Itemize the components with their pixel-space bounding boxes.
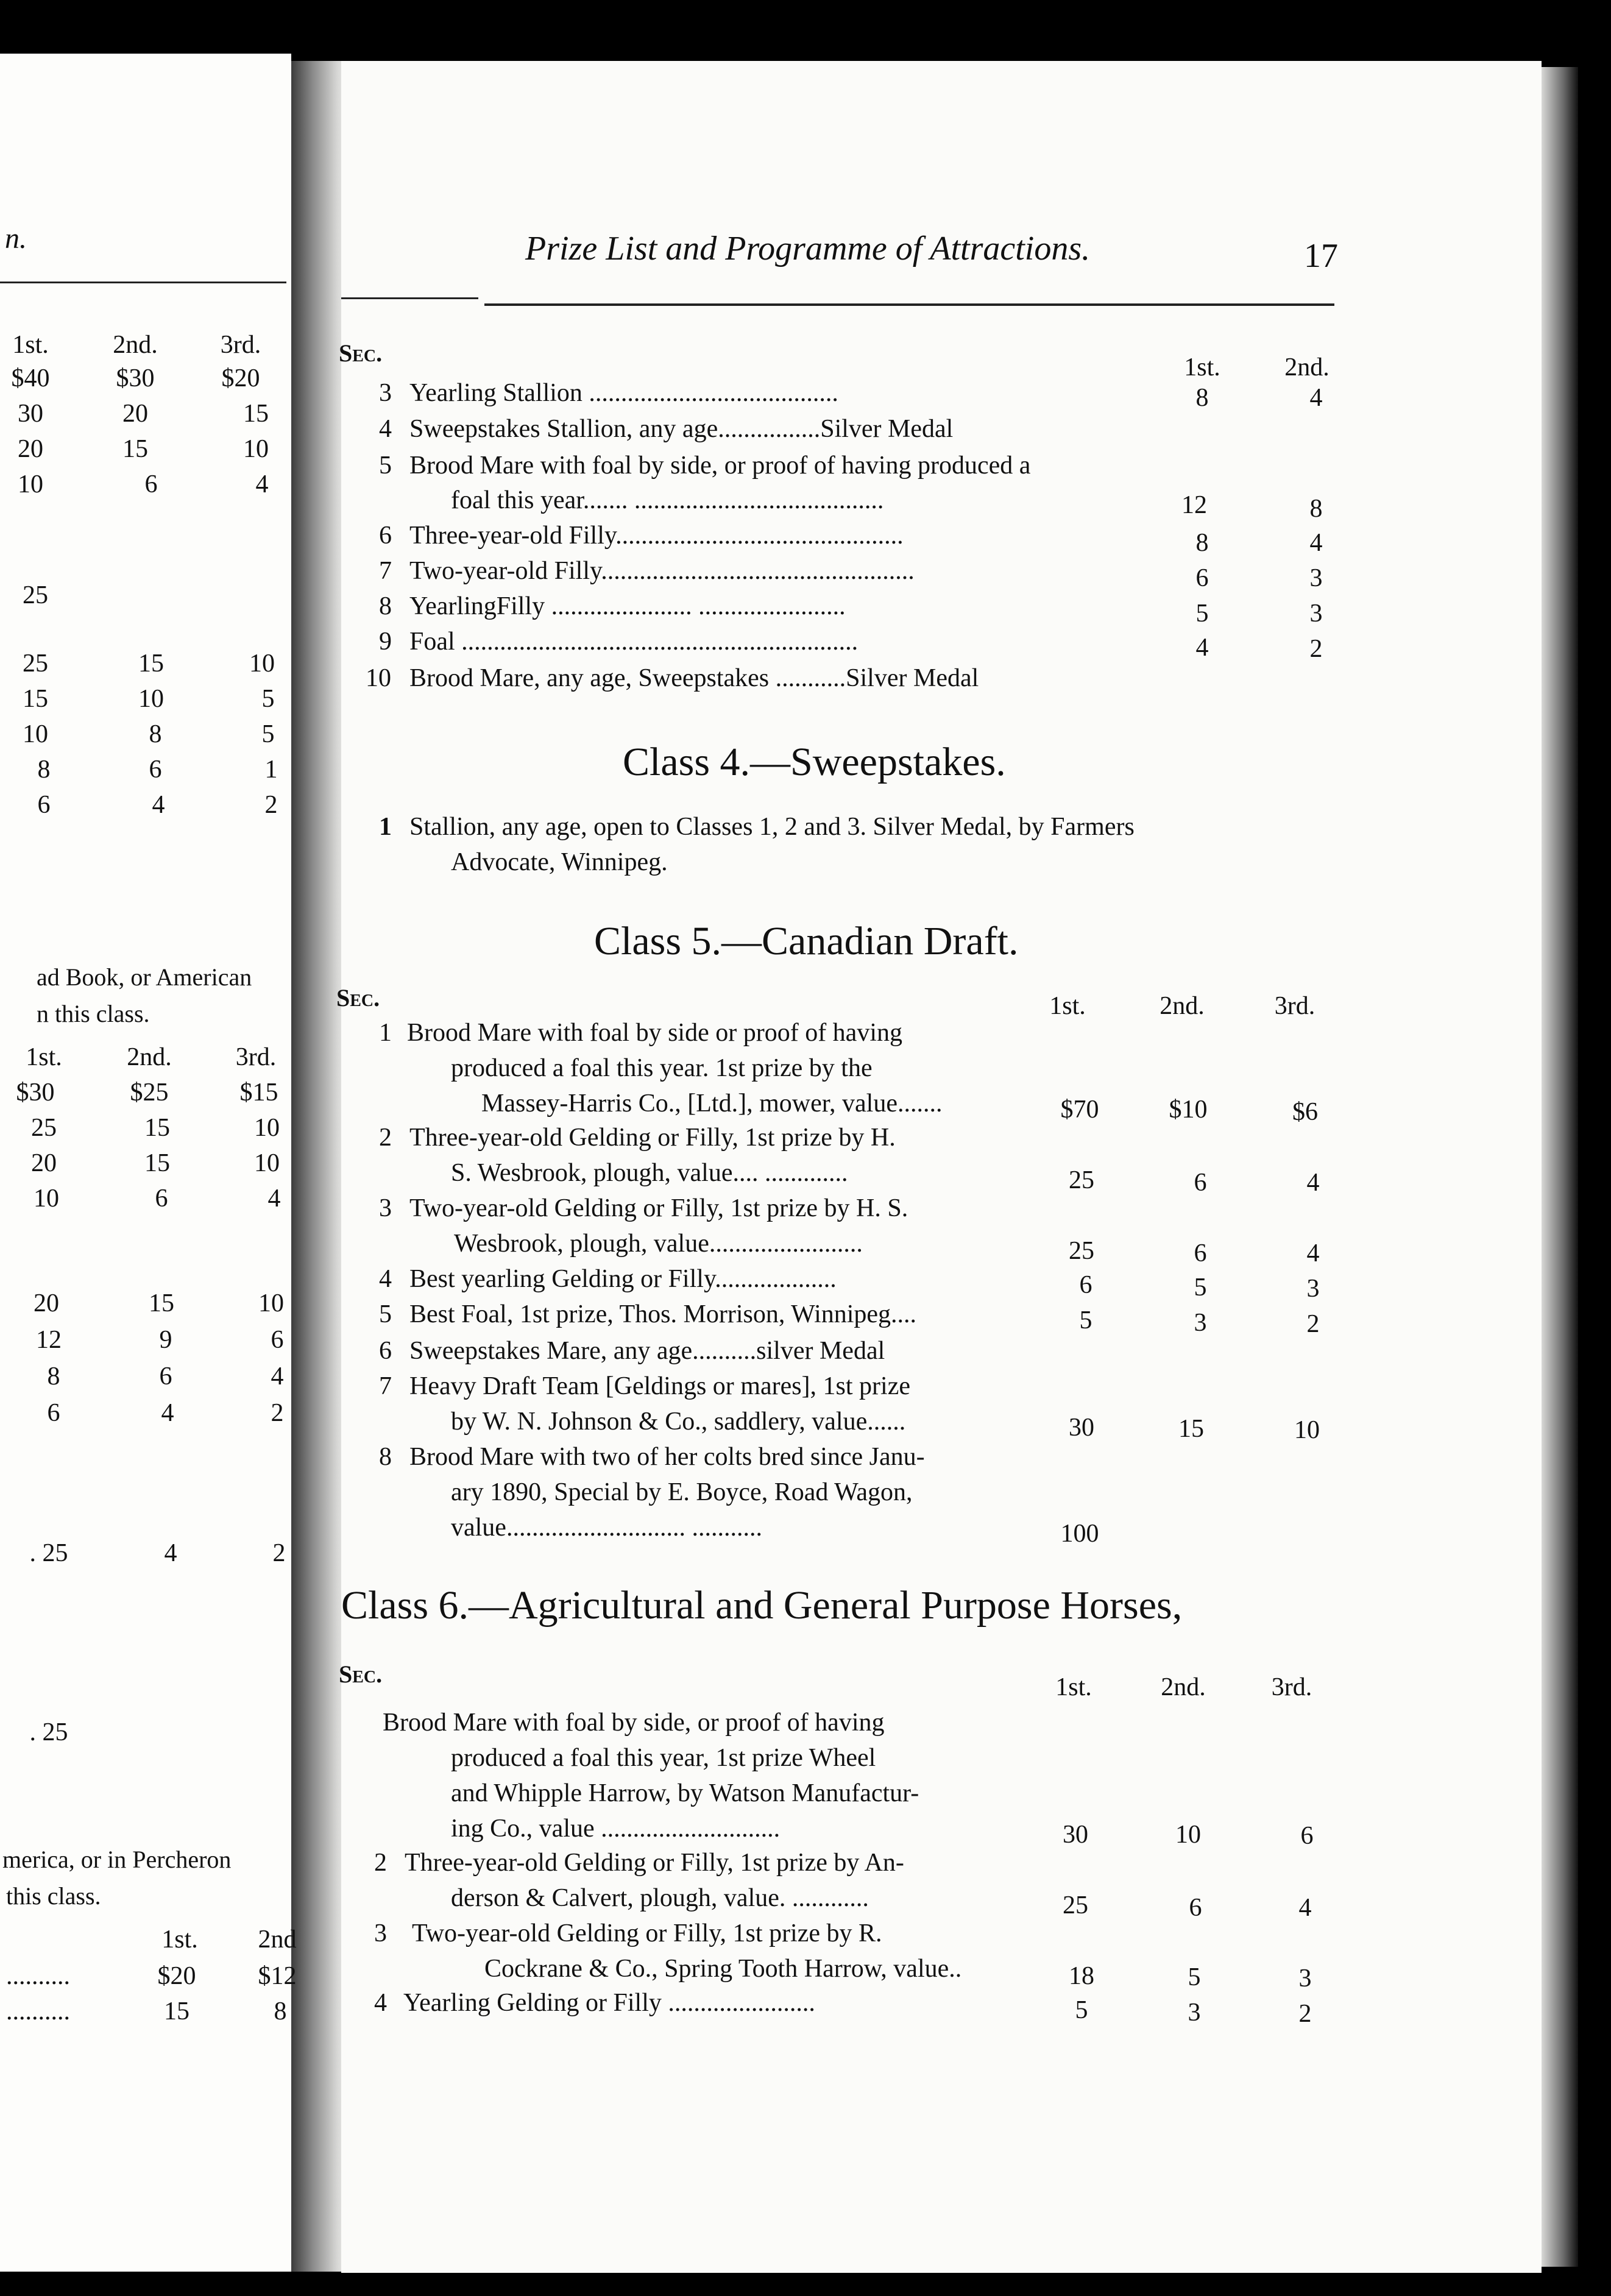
row-number: 7 bbox=[379, 1372, 392, 1400]
row-text: Best Foal, 1st prize, Thos. Morrison, Winnipeg.... bbox=[409, 1300, 917, 1328]
cell: 15 bbox=[149, 1289, 174, 1317]
class-6-title: Class 6.—Agricultural and General Purpose Horses, bbox=[341, 1583, 1183, 1628]
col-header-1st: 1st. bbox=[161, 1926, 198, 1954]
cell: 15 bbox=[1178, 1415, 1204, 1443]
col-header-1st: 1st. bbox=[1055, 1673, 1092, 1701]
cell: 6 bbox=[1189, 1894, 1202, 1922]
dot-leader: .......... bbox=[6, 1997, 70, 2025]
row-text: S. Wesbrook, plough, value.... ............. bbox=[451, 1159, 848, 1187]
row-text: YearlingFilly ...................... ....................... bbox=[409, 592, 846, 620]
cell: 8 bbox=[47, 1362, 60, 1391]
cell: 4 bbox=[1309, 529, 1323, 557]
cell: 8 bbox=[274, 1997, 287, 2025]
cell: 6 bbox=[1079, 1271, 1092, 1299]
cell: 2 bbox=[271, 1399, 284, 1427]
cell: 4 bbox=[267, 1185, 281, 1213]
cell: 10 bbox=[243, 435, 269, 463]
cell: 8 bbox=[1195, 529, 1209, 557]
cell: 10 bbox=[258, 1289, 284, 1317]
row-number: 3 bbox=[374, 1919, 387, 1947]
left-note-line: merica, or in Percheron bbox=[2, 1846, 232, 1873]
cell: 6 bbox=[149, 756, 162, 784]
row-text: Heavy Draft Team [Geldings or mares], 1st prize bbox=[409, 1372, 910, 1400]
row-number: 4 bbox=[379, 1265, 392, 1293]
cell: 2 bbox=[264, 791, 278, 819]
cell: 25 bbox=[31, 1114, 57, 1142]
row-text: ing Co., value ............................ bbox=[451, 1815, 781, 1843]
cell: 6 bbox=[47, 1399, 60, 1427]
col-header-3rd: 3rd. bbox=[1271, 1673, 1312, 1701]
row-number: 8 bbox=[379, 1443, 392, 1471]
cell: $20 bbox=[221, 364, 260, 392]
cell: 25 bbox=[1069, 1237, 1094, 1265]
row-text: Three-year-old Gelding or Filly, 1st prize by H. bbox=[409, 1124, 896, 1152]
cell: 10 bbox=[1294, 1416, 1320, 1444]
cell: 25 bbox=[1063, 1891, 1088, 1919]
row-text: Three-year-old Filly............................................. bbox=[409, 522, 904, 550]
cell: 10 bbox=[23, 720, 48, 748]
cell: 10 bbox=[18, 470, 43, 498]
class-5-title: Class 5.—Canadian Draft. bbox=[594, 919, 1019, 963]
row-text: foal this year....... ....................................... bbox=[451, 486, 884, 514]
cell: 3 bbox=[1188, 1999, 1201, 2027]
cell: 10 bbox=[34, 1185, 59, 1213]
cell: $12 bbox=[258, 1962, 297, 1990]
cell: 4 bbox=[161, 1399, 174, 1427]
col-header-3rd: 3rd. bbox=[1274, 992, 1315, 1020]
row-number: 4 bbox=[374, 1989, 387, 2017]
row-number: 2 bbox=[379, 1124, 392, 1152]
row-number: 4 bbox=[379, 415, 392, 443]
cell: $30 bbox=[16, 1079, 55, 1107]
cell: $10 bbox=[1169, 1096, 1208, 1124]
cell: 15 bbox=[164, 1997, 189, 2025]
cell: 4 bbox=[1298, 1894, 1312, 1922]
row-text: Three-year-old Gelding or Filly, 1st prize by An- bbox=[405, 1849, 904, 1877]
col-header-1st: 1st. bbox=[12, 331, 49, 359]
row-text: Advocate, Winnipeg. bbox=[451, 848, 668, 876]
col-header-2nd: 2nd. bbox=[1161, 1673, 1206, 1701]
cell: 10 bbox=[249, 650, 275, 678]
cell: 5 bbox=[1075, 1996, 1088, 2024]
page-edge-shadow bbox=[1542, 67, 1578, 2267]
row-number: 1 bbox=[379, 1019, 392, 1047]
row-text: Brood Mare with two of her colts bred since Janu- bbox=[409, 1443, 925, 1471]
row-number: 3 bbox=[379, 379, 392, 407]
left-header-rule bbox=[0, 282, 286, 283]
cell: 8 bbox=[37, 756, 51, 784]
cell: 3 bbox=[1309, 600, 1323, 628]
col-header-2nd: 2nd. bbox=[1284, 353, 1330, 381]
row-number: 9 bbox=[379, 628, 392, 656]
row-text: produced a foal this year, 1st prize Wheel bbox=[451, 1744, 876, 1772]
sec-label: Sec. bbox=[339, 339, 383, 367]
left-header-fragment: n. bbox=[5, 222, 27, 255]
cell: 2 bbox=[1309, 635, 1323, 663]
cell: 6 bbox=[37, 791, 51, 819]
cell: 4 bbox=[1195, 634, 1209, 662]
cell: 8 bbox=[149, 720, 162, 748]
col-header-1st: 1st. bbox=[1184, 353, 1220, 381]
row-text: Brood Mare with foal by side, or proof of having produced a bbox=[409, 452, 1031, 480]
cell: $70 bbox=[1060, 1096, 1099, 1124]
cell: 4 bbox=[1306, 1169, 1320, 1197]
cell: 25 bbox=[1069, 1166, 1094, 1194]
col-header-3rd: 3rd. bbox=[235, 1043, 277, 1071]
cell: 5 bbox=[261, 685, 275, 713]
row-number: 6 bbox=[379, 522, 392, 550]
row-text: Sweepstakes Mare, any age..........silver Medal bbox=[409, 1337, 885, 1365]
cell: 6 bbox=[1300, 1822, 1314, 1850]
cell: 6 bbox=[155, 1185, 168, 1213]
cell: 20 bbox=[18, 435, 43, 463]
cell: 8 bbox=[1195, 384, 1209, 412]
cell: 3 bbox=[1306, 1275, 1320, 1303]
row-text: Brood Mare, any age, Sweepstakes ...........Silver Medal bbox=[409, 664, 979, 692]
cell: 4 bbox=[271, 1362, 284, 1391]
row-text: Brood Mare with foal by side or proof of having bbox=[407, 1019, 902, 1047]
row-text: by W. N. Johnson & Co., saddlery, value...... bbox=[451, 1408, 906, 1436]
cell: 3 bbox=[1309, 564, 1323, 592]
left-note-line: ad Book, or American bbox=[37, 963, 252, 991]
col-header-2nd: 2nd. bbox=[127, 1043, 172, 1071]
cell: 6 bbox=[1195, 564, 1209, 592]
cell: 6 bbox=[1194, 1169, 1207, 1197]
cell: 5 bbox=[1188, 1963, 1201, 1991]
col-header-2nd: 2nd bbox=[258, 1926, 297, 1954]
cell: 15 bbox=[243, 400, 269, 428]
cell: . 25 bbox=[29, 1539, 68, 1567]
cell: 30 bbox=[1063, 1821, 1088, 1849]
cell: 15 bbox=[138, 650, 164, 678]
row-text: Best yearling Gelding or Filly................... bbox=[409, 1265, 837, 1293]
cell: 4 bbox=[152, 791, 165, 819]
cell: 8 bbox=[1309, 495, 1323, 523]
cell: 25 bbox=[23, 581, 48, 609]
cell: 10 bbox=[138, 685, 164, 713]
cell: . 25 bbox=[29, 1718, 68, 1746]
row-text: Foal .............................................................. bbox=[409, 628, 859, 656]
row-number: 10 bbox=[366, 664, 391, 692]
cell: 2 bbox=[272, 1539, 286, 1567]
col-header-3rd: 3rd. bbox=[220, 331, 261, 359]
row-text: Sweepstakes Stallion, any age................Silver Medal bbox=[409, 415, 954, 443]
cell: 15 bbox=[122, 435, 148, 463]
cell: $25 bbox=[130, 1079, 169, 1107]
row-number: 6 bbox=[379, 1337, 392, 1365]
cell: 6 bbox=[1194, 1239, 1207, 1267]
row-text: Cockrane & Co., Spring Tooth Harrow, value.. bbox=[484, 1955, 962, 1983]
running-title: Prize List and Programme of Attractions. bbox=[525, 230, 1091, 268]
header-rule-left bbox=[341, 297, 478, 299]
cell: 2 bbox=[1298, 2000, 1312, 2028]
cell: 15 bbox=[144, 1114, 170, 1142]
row-number: 5 bbox=[379, 452, 392, 480]
row-number: 3 bbox=[379, 1194, 392, 1222]
cell: 20 bbox=[122, 400, 148, 428]
cell: 30 bbox=[18, 400, 43, 428]
cell: 3 bbox=[1194, 1309, 1207, 1337]
cell: 4 bbox=[1309, 384, 1323, 412]
col-header-2nd: 2nd. bbox=[113, 331, 158, 359]
row-text: derson & Calvert, plough, value. ............ bbox=[451, 1884, 869, 1912]
cell: 20 bbox=[31, 1149, 57, 1177]
row-text: and Whipple Harrow, by Watson Manufactur- bbox=[451, 1779, 919, 1807]
row-number: 2 bbox=[374, 1849, 387, 1877]
cell: 10 bbox=[254, 1149, 280, 1177]
col-header-1st: 1st. bbox=[26, 1043, 62, 1071]
cell: 30 bbox=[1069, 1414, 1094, 1442]
row-text: Wesbrook, plough, value........................ bbox=[454, 1230, 863, 1258]
row-text: produced a foal this year. 1st prize by the bbox=[451, 1054, 873, 1082]
cell: 6 bbox=[144, 470, 158, 498]
row-number: 1 bbox=[379, 813, 392, 841]
cell: 20 bbox=[34, 1289, 59, 1317]
sec-label: Sec. bbox=[339, 1660, 383, 1688]
dot-leader: .......... bbox=[6, 1962, 70, 1990]
row-text: Stallion, any age, open to Classes 1, 2 and 3. Silver Medal, by Farmers bbox=[409, 813, 1135, 841]
cell: 5 bbox=[261, 720, 275, 748]
cell: 10 bbox=[254, 1114, 280, 1142]
cell: 6 bbox=[159, 1362, 172, 1391]
row-number: 8 bbox=[379, 592, 392, 620]
cell: 18 bbox=[1069, 1962, 1094, 1990]
cell: 25 bbox=[23, 650, 48, 678]
cell: 5 bbox=[1194, 1274, 1207, 1302]
cell: $6 bbox=[1292, 1098, 1318, 1126]
cell: $40 bbox=[11, 364, 50, 392]
cell: $30 bbox=[116, 364, 155, 392]
row-number: 7 bbox=[379, 557, 392, 585]
row-text: Massey-Harris Co., [Ltd.], mower, value....... bbox=[481, 1090, 943, 1118]
page-number: 17 bbox=[1304, 237, 1338, 275]
cell: 15 bbox=[23, 685, 48, 713]
cell: $20 bbox=[157, 1962, 196, 1990]
cell: 3 bbox=[1298, 1965, 1312, 1993]
cell: 12 bbox=[1181, 491, 1207, 519]
cell: 12 bbox=[36, 1326, 62, 1354]
row-text: Two-year-old Gelding or Filly, 1st prize by R. bbox=[412, 1919, 882, 1947]
sec-label: Sec. bbox=[336, 984, 380, 1012]
cell: $15 bbox=[239, 1079, 278, 1107]
cell: 100 bbox=[1060, 1520, 1099, 1548]
row-text: Yearling Stallion ....................................... bbox=[409, 379, 838, 407]
row-number: 5 bbox=[379, 1300, 392, 1328]
cell: 15 bbox=[144, 1149, 170, 1177]
cell: 5 bbox=[1079, 1306, 1092, 1334]
cell: 2 bbox=[1306, 1310, 1320, 1338]
cell: 4 bbox=[1306, 1239, 1320, 1267]
cell: 10 bbox=[1175, 1821, 1201, 1849]
header-rule-right bbox=[484, 303, 1334, 306]
cell: 6 bbox=[271, 1326, 284, 1354]
row-text: ary 1890, Special by E. Boyce, Road Wagon, bbox=[451, 1478, 913, 1506]
col-header-1st: 1st. bbox=[1049, 992, 1086, 1020]
left-note-line: n this class. bbox=[37, 1000, 150, 1027]
row-text: value............................ ........... bbox=[451, 1514, 762, 1542]
cell: 4 bbox=[255, 470, 269, 498]
row-text: Two-year-old Gelding or Filly, 1st prize by H. S. bbox=[409, 1194, 908, 1222]
row-text: Two-year-old Filly................................................. bbox=[409, 557, 915, 585]
cell: 1 bbox=[264, 756, 278, 784]
cell: 5 bbox=[1195, 600, 1209, 628]
cell: 9 bbox=[159, 1326, 172, 1354]
row-text: Brood Mare with foal by side, or proof of having bbox=[383, 1709, 885, 1737]
row-text: Yearling Gelding or Filly ....................... bbox=[403, 1989, 815, 2017]
class-4-title: Class 4.—Sweepstakes. bbox=[623, 740, 1006, 784]
col-header-2nd: 2nd. bbox=[1160, 992, 1205, 1020]
cell: 4 bbox=[164, 1539, 177, 1567]
left-note-line: this class. bbox=[6, 1882, 101, 1910]
